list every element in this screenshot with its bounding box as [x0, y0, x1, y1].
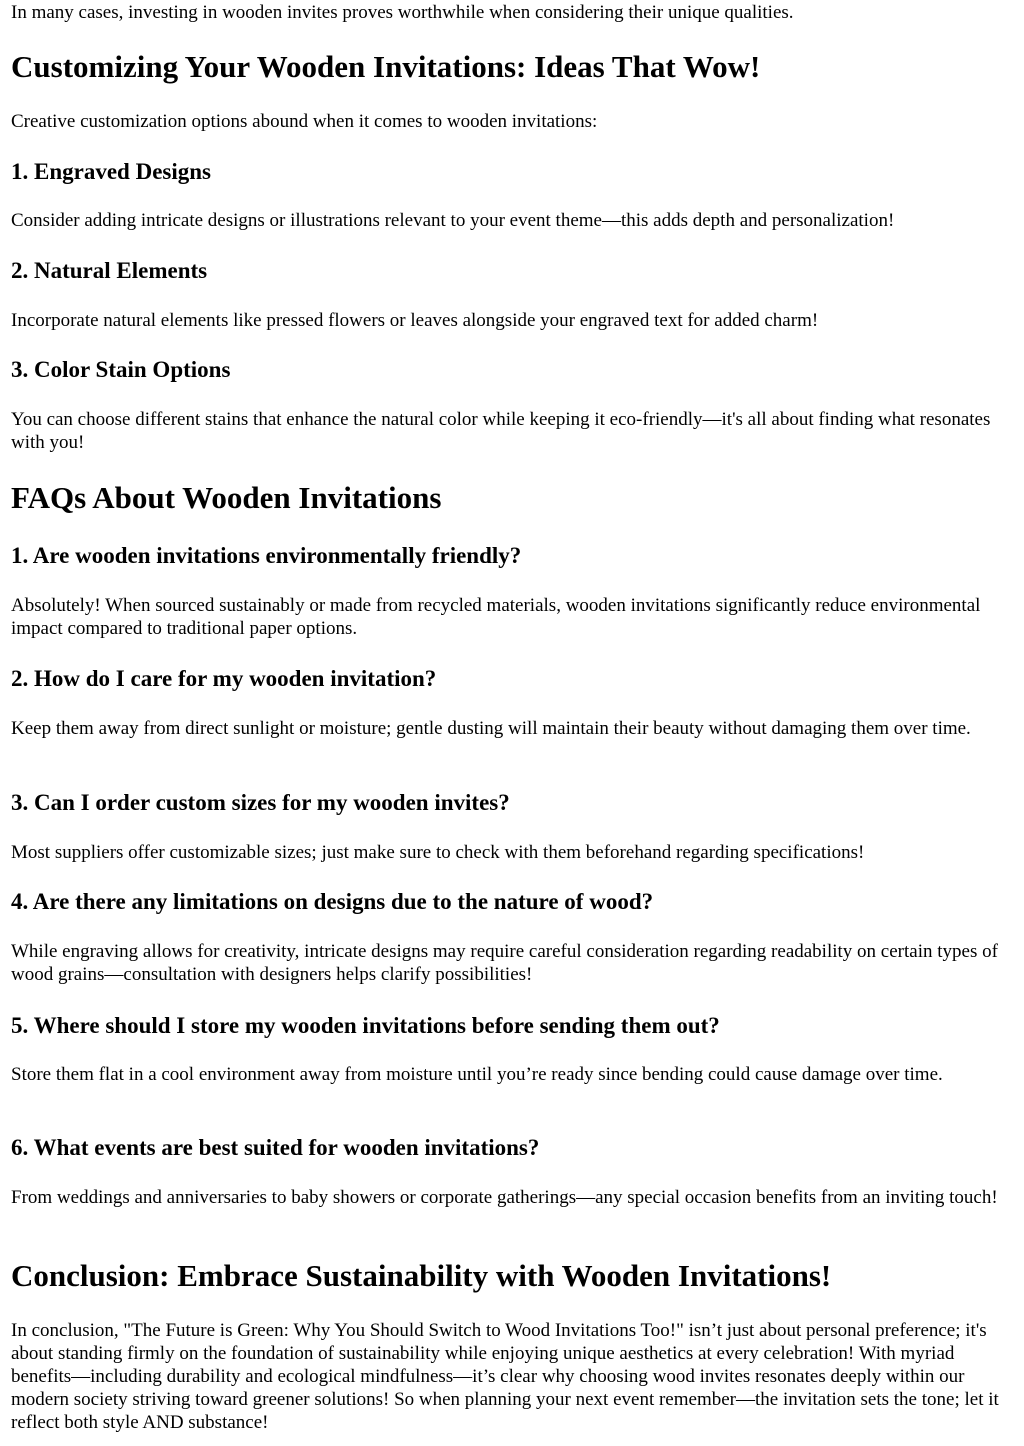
faq-answer-3: Most suppliers offer customizable sizes; just make sure to check with them beforehand regarding specifications! — [11, 842, 865, 863]
customizing-intro: Creative customization options abound when it comes to wooden invitations: — [11, 111, 598, 132]
faq-answer-1: Absolutely! When sourced sustainably or made from recycled materials, wooden invitations significantly reduce environmental impact compared to traditional paper options. — [11, 595, 981, 639]
customizing-item-text-3: You can choose different stains that enhance the natural color while keeping it eco-friendly—it's all about finding what resonates with you! — [11, 409, 991, 453]
faq-answer-5: Store them flat in a cool environment away from moisture until you’re ready since bending could cause damage over time. — [11, 1064, 943, 1085]
customizing-item-heading-2: 2. Natural Elements — [11, 258, 208, 283]
faq-question-4: 4. Are there any limitations on designs due to the nature of wood? — [11, 889, 654, 914]
faq-question-2: 2. How do I care for my wooden invitation? — [11, 666, 437, 691]
customizing-item-heading-1: 1. Engraved Designs — [11, 159, 211, 184]
intro-paragraph: In many cases, investing in wooden invites proves worthwhile when considering their unique qualities. — [11, 2, 794, 23]
faq-question-3: 3. Can I order custom sizes for my wooden invites? — [11, 790, 510, 815]
customizing-item-heading-3: 3. Color Stain Options — [11, 357, 231, 382]
customizing-heading: Customizing Your Wooden Invitations: Ideas That Wow! — [11, 49, 761, 84]
faqs-heading: FAQs About Wooden Invitations — [11, 480, 442, 515]
customizing-item-text-2: Incorporate natural elements like pressed flowers or leaves alongside your engraved text for added charm! — [11, 310, 819, 331]
conclusion-heading: Conclusion: Embrace Sustainability with Wooden Invitations! — [11, 1258, 832, 1293]
faq-answer-4: While engraving allows for creativity, intricate designs may require careful consideration regarding readability on certain types of wood grains—consultation with designers helps clarify possibilities! — [11, 941, 998, 985]
faq-question-1: 1. Are wooden invitations environmentally friendly? — [11, 543, 522, 568]
conclusion-paragraph: In conclusion, "The Future is Green: Why You Should Switch to Wood Invitations Too!" isn’t just about personal preference; it's about standing firmly on the foundation of sustainability while enjoying unique aesthetics at every celebration! With myriad benefits—including durability and ecological mindfulness—it’s clear why choosing wood invites resonates deeply within our modern society striving toward greener solutions! So when planning your next event remember—the invitation sets the tone; let it reflect both style AND substance! — [11, 1320, 999, 1433]
customizing-item-text-1: Consider adding intricate designs or illustrations relevant to your event theme—this adds depth and personalization! — [11, 210, 895, 231]
faq-question-5: 5. Where should I store my wooden invitations before sending them out? — [11, 1013, 720, 1038]
faq-answer-2: Keep them away from direct sunlight or moisture; gentle dusting will maintain their beauty without damaging them over time. — [11, 718, 971, 739]
faq-question-6: 6. What events are best suited for wooden invitations? — [11, 1135, 540, 1160]
faq-answer-6: From weddings and anniversaries to baby showers or corporate gatherings—any special occasion benefits from an inviting touch! — [11, 1187, 998, 1208]
